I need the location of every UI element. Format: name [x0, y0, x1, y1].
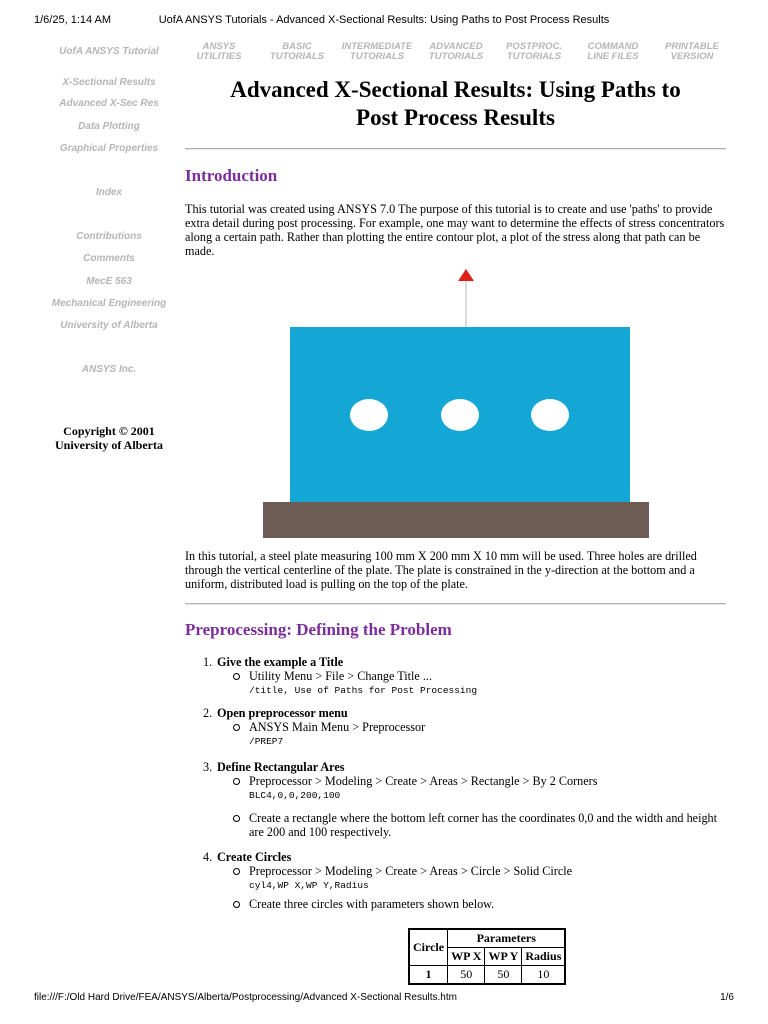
- bullet-icon: [233, 778, 240, 785]
- copyright-org: University of Alberta: [55, 438, 163, 452]
- hole-3: [531, 399, 569, 431]
- sidebar-item-data-plotting[interactable]: Data Plotting: [78, 121, 140, 132]
- bullet-icon: [233, 724, 240, 731]
- nav-basic-tutorials[interactable]: BASIC TUTORIALS: [269, 41, 325, 62]
- nav-command-line-files[interactable]: COMMAND LINE FILES: [587, 41, 639, 62]
- step-title: Define Rectangular Ares: [217, 760, 345, 774]
- menu-path: Preprocessor > Modeling > Create > Areas > Circle > Solid Circle: [249, 864, 573, 878]
- intro-heading: Introduction: [185, 166, 278, 185]
- nav-postproc-tutorials[interactable]: POSTPROC. TUTORIALS: [506, 41, 562, 62]
- sidebar-item-ansys-inc[interactable]: ANSYS Inc.: [81, 364, 137, 375]
- sidebar-item-comments[interactable]: Comments: [83, 253, 135, 264]
- sidebar-item-tutorial-home[interactable]: UofA ANSYS Tutorial: [59, 46, 159, 57]
- table-cell: 10: [522, 966, 566, 985]
- command-code: /title, Use of Paths for Post Processing: [249, 685, 478, 696]
- divider: [185, 148, 726, 150]
- circle-parameters-table: [408, 928, 566, 985]
- command-code: /PREP7: [249, 736, 284, 747]
- bullet-icon: [233, 901, 240, 908]
- sidebar-item-advanced-x-sec[interactable]: Advanced X-Sec Res: [59, 98, 159, 109]
- step-number: 4.: [203, 850, 213, 864]
- copyright-line: Copyright © 2001: [63, 424, 155, 438]
- table-header-parameters: Parameters: [448, 929, 566, 948]
- step-number: 2.: [203, 706, 213, 720]
- sidebar-item-contributions[interactable]: Contributions: [76, 231, 142, 242]
- hole-1: [350, 399, 388, 431]
- ground-constraint: [263, 502, 649, 538]
- table-header-radius: Radius: [522, 948, 566, 966]
- sidebar-item-mechanical-engineering[interactable]: Mechanical Engineering: [51, 298, 167, 309]
- nav-ansys-utilities[interactable]: ANSYS UTILITIES: [196, 41, 242, 62]
- step-description: Create three circles with parameters shown below.: [249, 897, 495, 911]
- print-title: UofA ANSYS Tutorials - Advanced X-Sectional Results: Using Paths to Post Process Results: [158, 14, 610, 26]
- table-cell: 1: [409, 966, 448, 985]
- page-title-line2: Post Process Results: [356, 105, 555, 130]
- sidebar-item-mece-563[interactable]: MecE 563: [86, 276, 132, 287]
- step-title: Give the example a Title: [217, 655, 344, 669]
- preprocessing-heading: Preprocessing: Defining the Problem: [185, 620, 452, 639]
- table-row: [409, 966, 565, 985]
- page-title: [185, 76, 726, 132]
- page-title-line1: Advanced X-Sectional Results: Using Paths to: [230, 77, 681, 102]
- table-cell: 50: [448, 966, 485, 985]
- sidebar-item-x-sectional-results[interactable]: X-Sectional Results: [62, 77, 156, 88]
- print-file-path: file:///F:/Old Hard Drive/FEA/ANSYS/Alberta/Postprocessing/Advanced X-Sectional Results.htm: [34, 992, 457, 1003]
- step-description: Create a rectangle where the bottom left corner has the coordinates 0,0 and the width and height are 200 and 100 respectively.: [249, 811, 718, 839]
- top-nav: [184, 42, 729, 66]
- bullet-icon: [233, 868, 240, 875]
- step-title: Create Circles: [217, 850, 292, 864]
- bullet-icon: [233, 673, 240, 680]
- step-number: 1.: [203, 655, 213, 669]
- command-code: BLC4,0,0,200,100: [249, 790, 341, 801]
- table-header-wp-x: WP X: [448, 948, 485, 966]
- table-cell: 50: [485, 966, 522, 985]
- nav-advanced-tutorials[interactable]: ADVANCED TUTORIALS: [428, 41, 484, 62]
- bullet-icon: [233, 815, 240, 822]
- table-header-circle: Circle: [409, 929, 448, 966]
- plate-paragraph: In this tutorial, a steel plate measuring 100 mm X 200 mm X 10 mm will be used. Three holes are drilled through the vertical centerline of the plate. The plate is constrained in the y-direction at the bottom and a uniform, distributed load is pulling on the top of the plate.: [185, 549, 697, 591]
- sidebar-item-index[interactable]: Index: [95, 187, 123, 198]
- table-header-wp-y: WP Y: [485, 948, 522, 966]
- intro-paragraph: This tutorial was created using ANSYS 7.0 The purpose of this tutorial is to create and use 'paths' to provide extra detail during post processing. For example, one may want to determine the effects of stress concentrators along a certain path. Rather than plotting the entire contour plot, a plot of the stress along that path can be made.: [185, 202, 725, 258]
- menu-path: ANSYS Main Menu > Preprocessor: [249, 720, 426, 734]
- copyright-notice: [34, 424, 184, 452]
- step-number: 3.: [203, 760, 213, 774]
- command-code: cyl4,WP X,WP Y,Radius: [249, 880, 369, 891]
- nav-printable-version[interactable]: PRINTABLE VERSION: [665, 41, 719, 62]
- print-date: 1/6/25, 1:14 AM: [34, 14, 112, 26]
- step-title: Open preprocessor menu: [217, 706, 348, 720]
- sidebar-item-university-of-alberta[interactable]: University of Alberta: [60, 320, 158, 331]
- menu-path: Utility Menu > File > Change Title ...: [249, 669, 433, 683]
- nav-intermediate-tutorials[interactable]: INTERMEDIATE TUTORIALS: [341, 41, 413, 62]
- plate-figure: [263, 267, 649, 541]
- hole-2: [441, 399, 479, 431]
- divider: [185, 603, 726, 605]
- print-page-number: 1/6: [720, 992, 734, 1003]
- sidebar-item-graphical-properties[interactable]: Graphical Properties: [59, 143, 159, 154]
- menu-path: Preprocessor > Modeling > Create > Areas > Rectangle > By 2 Corners: [249, 774, 598, 788]
